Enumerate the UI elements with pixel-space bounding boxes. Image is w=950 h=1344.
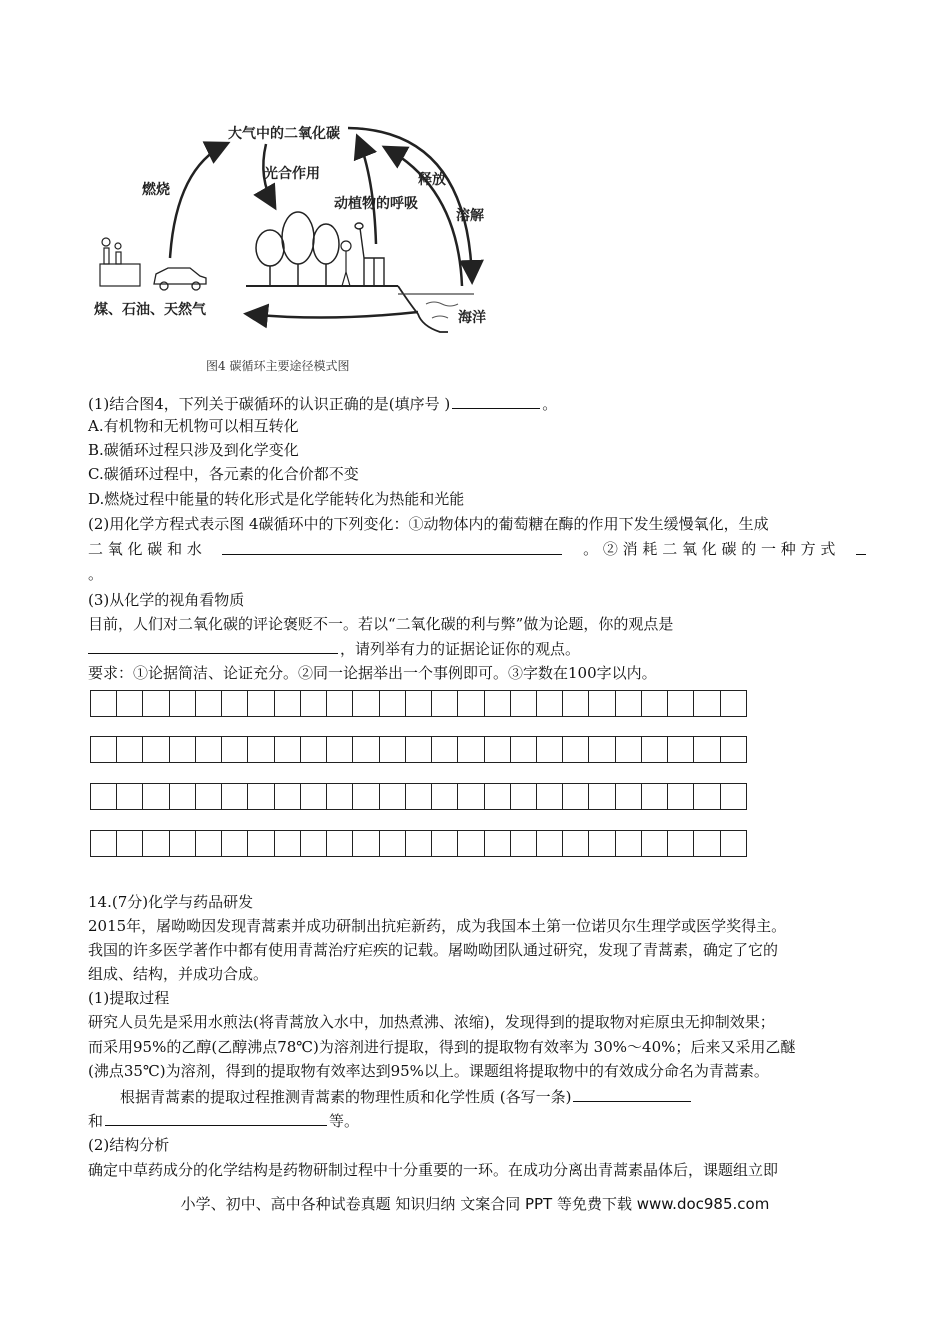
grid-cell[interactable] bbox=[721, 831, 747, 857]
grid-cell[interactable] bbox=[511, 691, 537, 717]
grid-cell[interactable] bbox=[642, 784, 668, 810]
q14-intro-1: 2015年，屠呦呦因发现青蒿素并成功研制出抗疟新药，成为我国本土第一位诺贝尔生理学或医学奖得主。 bbox=[88, 917, 787, 935]
grid-cell[interactable] bbox=[537, 784, 563, 810]
grid-cell[interactable] bbox=[196, 737, 222, 763]
grid-cell[interactable] bbox=[222, 784, 248, 810]
grid-cell[interactable] bbox=[170, 831, 196, 857]
grid-cell[interactable] bbox=[301, 784, 327, 810]
q14-etc-text: 等。 bbox=[329, 1112, 360, 1130]
label-respiration: 动植物的呼吸 bbox=[334, 196, 418, 212]
grid-cell[interactable] bbox=[537, 737, 563, 763]
q14-part1-text-1: 研究人员先是采用水煎法(将青蒿放入水中，加热煮沸、浓缩)，发现得到的提取物对疟原虫无抑制效果； bbox=[88, 1013, 775, 1031]
grid-cell[interactable] bbox=[380, 831, 406, 857]
q1-option-d: D.燃烧过程中能量的转化形式是化学能转化为热能和光能 bbox=[88, 490, 465, 508]
grid-cell[interactable] bbox=[353, 784, 379, 810]
q1-option-b: B.碳循环过程只涉及到化学变化 bbox=[88, 441, 299, 459]
grid-cell[interactable] bbox=[143, 691, 169, 717]
label-fossil-fuels: 煤、石油、天然气 bbox=[94, 302, 206, 318]
grid-cell[interactable] bbox=[248, 737, 274, 763]
grid-cell[interactable] bbox=[406, 831, 432, 857]
q2-equation-blank-2[interactable] bbox=[856, 539, 866, 555]
answer-grid-row-1[interactable] bbox=[90, 690, 747, 717]
grid-cell[interactable] bbox=[616, 831, 642, 857]
grid-cell[interactable] bbox=[248, 831, 274, 857]
grid-cell[interactable] bbox=[668, 691, 694, 717]
grid-cell[interactable] bbox=[170, 691, 196, 717]
grid-cell[interactable] bbox=[642, 831, 668, 857]
page-footer: 小学、初中、高中各种试卷真题 知识归纳 文案合同 PPT 等免费下载 www.doc985.com bbox=[180, 1195, 770, 1213]
q2-line1: (2)用化学方程式表示图 4碳循环中的下列变化：①动物体内的葡萄糖在酶的作用下发生缓慢氧化，生成 bbox=[88, 515, 769, 533]
grid-cell[interactable] bbox=[642, 691, 668, 717]
grid-cell[interactable] bbox=[458, 737, 484, 763]
grid-cell[interactable] bbox=[248, 691, 274, 717]
q2-equation-blank-1[interactable] bbox=[222, 539, 562, 555]
q1-stem bbox=[88, 393, 868, 414]
label-dissolve: 溶解 bbox=[456, 208, 484, 224]
q14-property-blank-1[interactable] bbox=[573, 1086, 691, 1102]
q14-part2-text: 确定中草药成分的化学结构是药物研制过程中十分重要的一环。在成功分离出青蒿素晶体后，课题组立即 bbox=[88, 1161, 779, 1179]
grid-cell[interactable] bbox=[616, 691, 642, 717]
q14-part1-question bbox=[120, 1086, 900, 1107]
grid-cell[interactable] bbox=[327, 691, 353, 717]
q14-and-text: 和 bbox=[88, 1112, 104, 1130]
carbon-cycle-diagram bbox=[88, 108, 528, 380]
q3-line2-text: ，请列举有力的证据论证你的观点。 bbox=[340, 640, 581, 658]
grid-cell[interactable] bbox=[301, 831, 327, 857]
grid-cell[interactable] bbox=[380, 737, 406, 763]
q1-stem-end: 。 bbox=[542, 395, 558, 413]
grid-cell[interactable] bbox=[91, 737, 117, 763]
grid-cell[interactable] bbox=[485, 784, 511, 810]
grid-cell[interactable] bbox=[353, 831, 379, 857]
answer-grid-row-3[interactable] bbox=[90, 783, 747, 810]
grid-cell[interactable] bbox=[117, 831, 143, 857]
q3-requirements: 要求：①论据简洁、论证充分。②同一论据举出一个事例即可。③字数在100字以内。 bbox=[88, 664, 657, 682]
grid-cell[interactable] bbox=[117, 784, 143, 810]
grid-cell[interactable] bbox=[616, 784, 642, 810]
q3-viewpoint-blank[interactable] bbox=[88, 638, 338, 654]
grid-cell[interactable] bbox=[275, 784, 301, 810]
grid-cell[interactable] bbox=[327, 831, 353, 857]
grid-cell[interactable] bbox=[721, 737, 747, 763]
grid-cell[interactable] bbox=[143, 831, 169, 857]
q14-intro-2: 我国的许多医学著作中都有使用青蒿治疗疟疾的记载。屠呦呦团队通过研究，发现了青蒿素，确定了它的 bbox=[88, 941, 779, 959]
q3-line2 bbox=[88, 638, 868, 659]
figure-caption: 图4 碳循环主要途径模式图 bbox=[206, 359, 350, 373]
q1-option-a: A.有机物和无机物可以相互转化 bbox=[88, 417, 299, 435]
grid-cell[interactable] bbox=[485, 691, 511, 717]
grid-cell[interactable] bbox=[563, 737, 589, 763]
grid-cell[interactable] bbox=[196, 784, 222, 810]
grid-cell[interactable] bbox=[721, 784, 747, 810]
grid-cell[interactable] bbox=[589, 691, 615, 717]
grid-cell[interactable] bbox=[327, 784, 353, 810]
q2-line2-b: 。 ② 消 耗 二 氧 化 碳 的 一 种 方 式 bbox=[583, 540, 836, 558]
grid-cell[interactable] bbox=[353, 691, 379, 717]
grid-cell[interactable] bbox=[694, 691, 720, 717]
q1-answer-blank[interactable] bbox=[452, 393, 540, 409]
grid-cell[interactable] bbox=[511, 784, 537, 810]
q14-part1-answer-line bbox=[88, 1110, 868, 1131]
wave-icon bbox=[426, 302, 458, 318]
grid-cell[interactable] bbox=[458, 831, 484, 857]
grid-cell[interactable] bbox=[222, 691, 248, 717]
label-ocean: 海洋 bbox=[458, 310, 486, 326]
q14-part2-title: (2)结构分析 bbox=[88, 1136, 170, 1154]
grid-cell[interactable] bbox=[458, 784, 484, 810]
q14-intro-3: 组成、结构，并成功合成。 bbox=[88, 965, 269, 983]
grid-cell[interactable] bbox=[327, 737, 353, 763]
grid-cell[interactable] bbox=[721, 691, 747, 717]
grid-cell[interactable] bbox=[589, 784, 615, 810]
grid-cell[interactable] bbox=[222, 737, 248, 763]
car-icon bbox=[154, 268, 206, 290]
grid-cell[interactable] bbox=[170, 784, 196, 810]
grid-cell[interactable] bbox=[485, 737, 511, 763]
grid-cell[interactable] bbox=[432, 691, 458, 717]
arrow-combustion bbox=[170, 144, 226, 258]
q1-stem-text: (1)结合图4，下列关于碳循环的认识正确的是(填序号 ) bbox=[88, 395, 451, 413]
q3-line1: 目前，人们对二氧化碳的评论褒贬不一。若以“二氧化碳的利与弊”做为论题，你的观点是 bbox=[88, 615, 674, 633]
grid-cell[interactable] bbox=[248, 784, 274, 810]
label-atmosphere-co2: 大气中的二氧化碳 bbox=[228, 126, 340, 142]
grid-cell[interactable] bbox=[91, 691, 117, 717]
grid-cell[interactable] bbox=[589, 831, 615, 857]
q14-heading: 14.(7分)化学与药品研发 bbox=[88, 893, 254, 911]
grid-cell[interactable] bbox=[143, 784, 169, 810]
q14-part1-text-3: (沸点35℃)为溶剂，得到的提取物有效率达到95%以上。课题组将提取物中的有效成分命名为青蒿素。 bbox=[88, 1062, 769, 1080]
q14-property-blank-2[interactable] bbox=[105, 1110, 327, 1126]
arrow-release bbox=[386, 148, 462, 286]
grid-cell[interactable] bbox=[432, 784, 458, 810]
grid-cell[interactable] bbox=[537, 831, 563, 857]
q2-line3: 。 bbox=[88, 565, 104, 583]
grid-cell[interactable] bbox=[275, 691, 301, 717]
grid-cell[interactable] bbox=[117, 737, 143, 763]
grid-cell[interactable] bbox=[563, 784, 589, 810]
grid-cell[interactable] bbox=[668, 784, 694, 810]
grid-cell[interactable] bbox=[301, 691, 327, 717]
label-release: 释放 bbox=[418, 172, 446, 188]
q14-part1-text-2: 而采用95%的乙醇(乙醇沸点78℃)为溶剂进行提取，得到的提取物有效率为 30%～40%；后来又采用乙醚 bbox=[88, 1038, 796, 1056]
grid-cell[interactable] bbox=[563, 691, 589, 717]
grid-cell[interactable] bbox=[694, 737, 720, 763]
shore-line bbox=[398, 286, 448, 332]
grid-cell[interactable] bbox=[589, 737, 615, 763]
q1-option-c: C.碳循环过程中，各元素的化合价都不变 bbox=[88, 465, 359, 483]
grid-cell[interactable] bbox=[694, 784, 720, 810]
person-icon bbox=[341, 241, 351, 286]
q2-line2-a: 二 氧 化 碳 和 水 bbox=[88, 540, 202, 558]
grid-cell[interactable] bbox=[196, 691, 222, 717]
trees-icon bbox=[256, 212, 339, 286]
q3-title: (3)从化学的视角看物质 bbox=[88, 591, 245, 609]
grid-cell[interactable] bbox=[196, 831, 222, 857]
arrow-to-fossil-fuels bbox=[248, 312, 418, 318]
giraffe-icon bbox=[355, 223, 384, 286]
grid-cell[interactable] bbox=[563, 831, 589, 857]
grid-cell[interactable] bbox=[117, 691, 143, 717]
answer-grid-row-2[interactable] bbox=[90, 736, 747, 763]
grid-cell[interactable] bbox=[353, 737, 379, 763]
grid-cell[interactable] bbox=[511, 737, 537, 763]
grid-cell[interactable] bbox=[432, 737, 458, 763]
grid-cell[interactable] bbox=[406, 691, 432, 717]
grid-cell[interactable] bbox=[275, 831, 301, 857]
grid-cell[interactable] bbox=[432, 831, 458, 857]
q2-line2 bbox=[88, 539, 868, 559]
grid-cell[interactable] bbox=[222, 831, 248, 857]
grid-cell[interactable] bbox=[380, 784, 406, 810]
grid-cell[interactable] bbox=[458, 691, 484, 717]
grid-cell[interactable] bbox=[537, 691, 563, 717]
grid-cell[interactable] bbox=[485, 831, 511, 857]
grid-cell[interactable] bbox=[275, 737, 301, 763]
grid-cell[interactable] bbox=[642, 737, 668, 763]
grid-cell[interactable] bbox=[511, 831, 537, 857]
grid-cell[interactable] bbox=[668, 831, 694, 857]
answer-grid-row-4[interactable] bbox=[90, 830, 747, 857]
grid-cell[interactable] bbox=[406, 784, 432, 810]
grid-cell[interactable] bbox=[380, 691, 406, 717]
grid-cell[interactable] bbox=[91, 784, 117, 810]
grid-cell[interactable] bbox=[694, 831, 720, 857]
label-combustion: 燃烧 bbox=[142, 182, 170, 198]
q14-part1-question-text: 根据青蒿素的提取过程推测青蒿素的物理性质和化学性质 (各写一条) bbox=[120, 1088, 572, 1106]
factory-icon bbox=[100, 238, 140, 286]
grid-cell[interactable] bbox=[616, 737, 642, 763]
grid-cell[interactable] bbox=[91, 831, 117, 857]
grid-cell[interactable] bbox=[301, 737, 327, 763]
label-photosynthesis: 光合作用 bbox=[264, 166, 320, 182]
q14-part1-title: (1)提取过程 bbox=[88, 989, 170, 1007]
grid-cell[interactable] bbox=[170, 737, 196, 763]
grid-cell[interactable] bbox=[406, 737, 432, 763]
grid-cell[interactable] bbox=[668, 737, 694, 763]
grid-cell[interactable] bbox=[143, 737, 169, 763]
